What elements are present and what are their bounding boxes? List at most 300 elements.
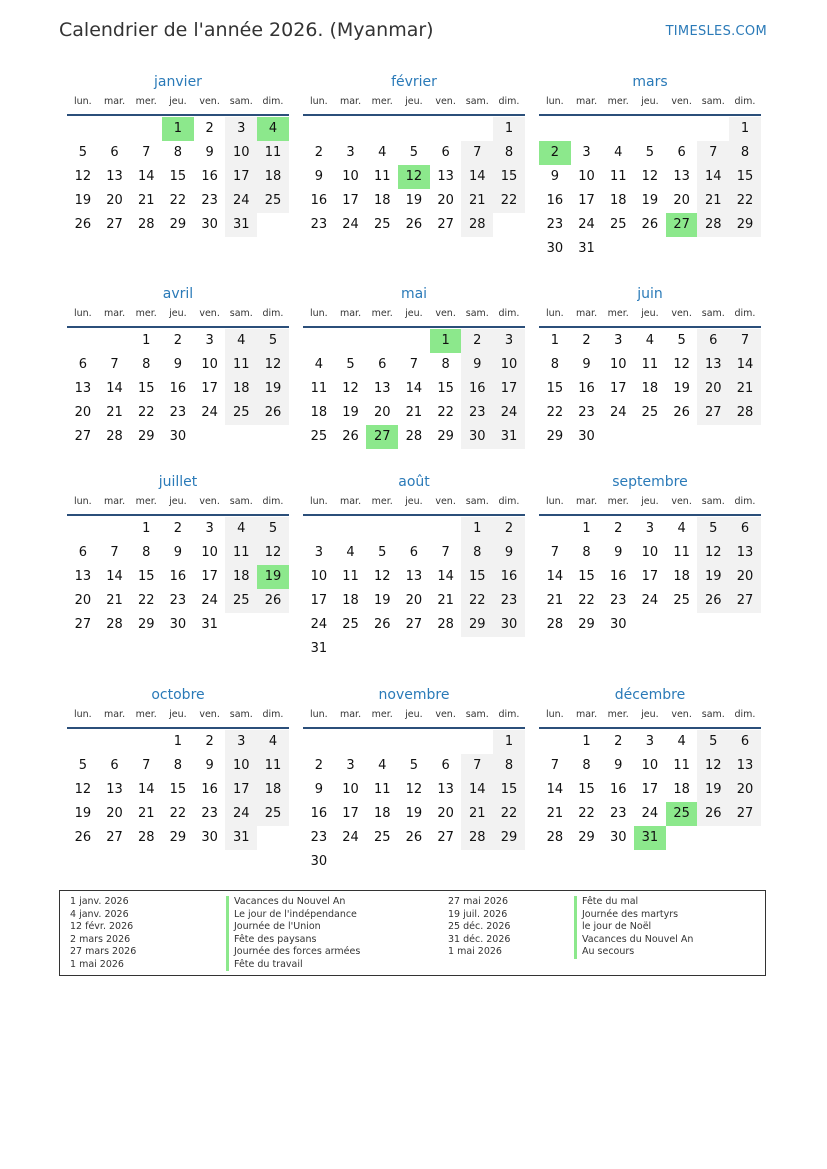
day-cell: 18 — [257, 165, 289, 189]
day-cell: 24 — [225, 802, 257, 826]
month-7 — [67, 472, 289, 637]
weekday-header — [539, 492, 761, 516]
day-cell: 1 — [173, 734, 183, 749]
day-cell: 19 — [673, 381, 690, 396]
weekday-label: lun. — [73, 96, 92, 107]
day-cell: 28 — [729, 401, 761, 425]
weekday-label: jeu. — [169, 96, 187, 107]
legend-date: 2 mars 2026 — [70, 933, 131, 945]
empty-cell — [67, 329, 99, 353]
month-5 — [303, 284, 525, 449]
legend-holiday-name: Journée des forces armées — [234, 946, 361, 957]
day-cell: 25 — [673, 593, 690, 608]
day-cell: 16 — [310, 806, 328, 821]
day-cell: 14 — [106, 569, 123, 584]
day-cell: 13 — [673, 169, 690, 184]
empty-cell — [666, 117, 698, 141]
day-cell: 18 — [673, 782, 690, 797]
day-cell: 18 — [373, 806, 391, 821]
day-cell: 22 — [493, 189, 525, 213]
day-cell: 13 — [74, 569, 92, 584]
day-cell: 22 — [169, 806, 187, 821]
day-cell: 28 — [137, 830, 155, 845]
day-grid — [67, 329, 289, 449]
month-2 — [303, 72, 525, 237]
day-cell: 28 — [405, 429, 423, 444]
day-cell: 28 — [546, 830, 564, 845]
empty-cell — [366, 730, 398, 754]
weekday-label: sam. — [701, 96, 725, 107]
empty-cell — [303, 329, 335, 353]
empty-cell — [99, 329, 131, 353]
day-cell: 20 — [729, 778, 761, 802]
day-cell: 6 — [697, 329, 729, 353]
day-cell: 1 — [461, 517, 493, 541]
weekday-label: ven. — [671, 496, 692, 507]
day-cell: 20 — [697, 377, 729, 401]
weekday-header — [303, 304, 525, 328]
day-cell: 18 — [641, 381, 659, 396]
legend-date: 4 janv. 2026 — [70, 908, 129, 920]
day-cell: 29 — [493, 826, 525, 850]
day-cell: 10 — [578, 169, 595, 184]
day-cell: 29 — [461, 613, 493, 637]
day-cell: 24 — [225, 189, 257, 213]
day-cell: 7 — [550, 758, 559, 773]
day-cell: 15 — [578, 569, 595, 584]
empty-cell — [99, 517, 131, 541]
weekday-label: ven. — [199, 709, 220, 720]
day-cell: 9 — [173, 357, 183, 372]
day-cell: 6 — [110, 145, 119, 160]
day-cell: 12 — [373, 569, 391, 584]
weekday-label: jeu. — [169, 709, 187, 720]
day-cell: 13 — [405, 569, 423, 584]
day-grid — [539, 730, 761, 850]
holiday-legend — [59, 890, 766, 976]
day-cell: 13 — [373, 381, 391, 396]
day-cell: 23 — [546, 217, 564, 232]
weekday-label: sam. — [229, 96, 253, 107]
day-cell: 11 — [257, 141, 289, 165]
day-cell: 19 — [74, 806, 92, 821]
day-cell: 11 — [373, 782, 391, 797]
weekday-label: dim. — [262, 308, 284, 319]
day-cell: 26 — [74, 217, 92, 232]
day-cell: 16 — [578, 381, 595, 396]
day-cell: 17 — [578, 193, 595, 208]
day-cell: 12 — [74, 169, 92, 184]
day-grid — [303, 517, 525, 661]
empty-cell — [335, 730, 367, 754]
weekday-label: mer. — [135, 709, 157, 720]
weekday-label: lun. — [73, 496, 92, 507]
day-cell: 19 — [641, 193, 659, 208]
day-grid — [303, 730, 525, 874]
weekday-label: mer. — [135, 496, 157, 507]
day-cell: 1 — [582, 521, 591, 536]
day-cell: 11 — [673, 758, 690, 773]
day-cell: 1 — [729, 117, 761, 141]
day-cell: 19 — [697, 565, 729, 589]
weekday-label: mar. — [339, 308, 362, 319]
legend-right-dates — [448, 896, 510, 959]
empty-cell — [430, 517, 462, 541]
day-grid — [539, 517, 761, 637]
day-cell: 30 — [609, 617, 627, 632]
day-cell: 20 — [405, 593, 423, 608]
day-cell: 11 — [225, 353, 257, 377]
day-cell: 27 — [106, 217, 123, 232]
weekday-label: mar. — [103, 496, 126, 507]
legend-left-names — [226, 896, 360, 971]
day-cell: 8 — [173, 145, 183, 160]
day-cell: 15 — [546, 381, 564, 396]
day-cell: 7 — [697, 141, 729, 165]
day-cell: 5 — [697, 517, 729, 541]
day-cell: 20 — [106, 193, 123, 208]
day-cell: 23 — [461, 401, 493, 425]
day-cell: 29 — [169, 217, 187, 232]
day-cell: 7 — [110, 357, 119, 372]
day-cell: 3 — [314, 545, 323, 560]
day-cell: 14 — [106, 381, 123, 396]
day-cell: 1 — [493, 730, 525, 754]
day-cell: 25 — [225, 401, 257, 425]
empty-cell — [67, 117, 99, 141]
weekday-header — [539, 304, 761, 328]
day-cell: 27 — [437, 217, 454, 232]
day-cell: 23 — [578, 405, 595, 420]
day-cell: 8 — [582, 758, 591, 773]
day-grid — [67, 117, 289, 237]
legend-date: 1 mai 2026 — [70, 958, 124, 970]
day-cell: 21 — [137, 193, 155, 208]
empty-cell — [539, 117, 571, 141]
day-cell: 18 — [673, 569, 690, 584]
day-cell: 16 — [169, 569, 187, 584]
day-cell: 21 — [729, 377, 761, 401]
day-cell: 19 — [405, 193, 423, 208]
day-cell: 29 — [578, 830, 595, 845]
day-cell: 5 — [697, 730, 729, 754]
day-cell: 20 — [74, 593, 92, 608]
empty-cell — [303, 730, 335, 754]
month-name: août — [398, 474, 430, 490]
weekday-label: mer. — [607, 709, 629, 720]
day-cell: 24 — [493, 401, 525, 425]
day-cell: 31 — [225, 826, 257, 850]
day-cell: 15 — [169, 782, 187, 797]
day-cell: 23 — [169, 593, 187, 608]
legend-date: 1 janv. 2026 — [70, 896, 129, 907]
day-cell: 5 — [346, 357, 355, 372]
day-cell: 12 — [673, 357, 690, 372]
day-cell: 6 — [729, 730, 761, 754]
day-cell: 15 — [137, 569, 155, 584]
day-cell: 2 — [173, 521, 183, 536]
month-name: novembre — [378, 687, 450, 703]
legend-left-dates — [70, 896, 136, 971]
day-cell: 7 — [142, 145, 151, 160]
day-cell: 1 — [493, 117, 525, 141]
day-cell: 9 — [550, 169, 559, 184]
day-cell: 23 — [493, 589, 525, 613]
empty-cell — [398, 117, 430, 141]
weekday-label: dim. — [734, 308, 756, 319]
day-cell: 4 — [614, 145, 623, 160]
day-cell: 17 — [641, 569, 659, 584]
day-cell: 29 — [578, 617, 595, 632]
day-grid — [67, 517, 289, 637]
day-cell: 17 — [201, 569, 218, 584]
day-cell: 7 — [729, 329, 761, 353]
empty-cell — [461, 117, 493, 141]
day-grid — [539, 329, 761, 449]
holiday-day-cell: 12 — [398, 165, 430, 189]
day-cell: 24 — [342, 830, 359, 845]
month-name: décembre — [614, 687, 686, 703]
day-cell: 14 — [546, 569, 564, 584]
day-cell: 13 — [437, 782, 454, 797]
day-cell: 22 — [578, 593, 595, 608]
day-cell: 13 — [437, 169, 454, 184]
day-cell: 3 — [645, 521, 655, 536]
day-cell: 27 — [697, 401, 729, 425]
month-10 — [67, 685, 289, 850]
day-cell: 18 — [257, 778, 289, 802]
weekday-header — [539, 92, 761, 116]
day-cell: 26 — [74, 830, 92, 845]
day-cell: 26 — [405, 830, 423, 845]
empty-cell — [366, 329, 398, 353]
day-cell: 22 — [546, 405, 564, 420]
day-cell: 10 — [609, 357, 627, 372]
day-cell: 2 — [314, 758, 323, 773]
day-cell: 16 — [310, 193, 328, 208]
weekday-label: mar. — [575, 96, 598, 107]
day-cell: 30 — [201, 830, 218, 845]
day-cell: 17 — [201, 381, 218, 396]
weekday-label: dim. — [498, 96, 520, 107]
day-cell: 18 — [310, 405, 328, 420]
empty-cell — [366, 517, 398, 541]
weekday-label: mer. — [607, 308, 629, 319]
day-cell: 15 — [169, 169, 187, 184]
day-cell: 20 — [106, 806, 123, 821]
holiday-day-cell: 27 — [666, 213, 698, 237]
legend-date: 1 mai 2026 — [448, 946, 502, 957]
day-cell: 2 — [493, 517, 525, 541]
day-cell: 20 — [729, 565, 761, 589]
legend-date: 12 févr. 2026 — [70, 921, 134, 932]
weekday-label: mer. — [135, 96, 157, 107]
month-name: septembre — [612, 474, 688, 490]
day-cell: 12 — [697, 541, 729, 565]
day-cell: 8 — [142, 545, 151, 560]
weekday-label: ven. — [435, 496, 456, 507]
day-cell: 7 — [441, 545, 450, 560]
day-cell: 4 — [645, 333, 655, 348]
holiday-day-cell: 1 — [162, 117, 194, 141]
day-cell: 7 — [461, 754, 493, 778]
day-cell: 14 — [697, 165, 729, 189]
day-cell: 9 — [205, 758, 214, 773]
day-cell: 30 — [201, 217, 218, 232]
holiday-day-cell: 2 — [539, 141, 571, 165]
holiday-day-cell: 1 — [430, 329, 462, 353]
legend-holiday-name: Vacances du Nouvel An — [582, 933, 694, 945]
day-cell: 27 — [729, 802, 761, 826]
day-cell: 26 — [342, 429, 359, 444]
day-cell: 24 — [609, 405, 627, 420]
day-cell: 11 — [310, 381, 328, 396]
empty-cell — [398, 730, 430, 754]
weekday-label: mar. — [575, 709, 598, 720]
day-cell: 17 — [225, 778, 257, 802]
day-cell: 11 — [609, 169, 627, 184]
day-cell: 10 — [225, 141, 257, 165]
weekday-label: dim. — [498, 308, 520, 319]
day-cell: 24 — [578, 217, 595, 232]
weekday-label: jeu. — [169, 496, 187, 507]
legend-holiday-name: Journée de l'Union — [234, 921, 321, 932]
day-cell: 5 — [677, 333, 686, 348]
day-cell: 27 — [405, 617, 423, 632]
day-cell: 28 — [461, 826, 493, 850]
day-cell: 16 — [493, 565, 525, 589]
empty-cell — [398, 517, 430, 541]
weekday-label: mer. — [607, 496, 629, 507]
day-cell: 24 — [641, 593, 659, 608]
day-cell: 4 — [314, 357, 323, 372]
day-cell: 2 — [314, 145, 323, 160]
empty-cell — [602, 117, 634, 141]
day-cell: 30 — [169, 429, 187, 444]
day-cell: 27 — [437, 830, 454, 845]
day-cell: 29 — [137, 617, 155, 632]
day-cell: 15 — [437, 381, 454, 396]
day-cell: 9 — [582, 357, 591, 372]
day-cell: 6 — [441, 758, 450, 773]
day-cell: 17 — [342, 193, 359, 208]
day-cell: 23 — [201, 193, 218, 208]
weekday-label: jeu. — [641, 308, 659, 319]
day-cell: 17 — [310, 593, 328, 608]
day-cell: 21 — [697, 189, 729, 213]
day-cell: 22 — [169, 193, 187, 208]
month-name: février — [391, 74, 437, 90]
day-cell: 3 — [645, 734, 655, 749]
day-cell: 14 — [546, 782, 564, 797]
weekday-label: sam. — [465, 496, 489, 507]
day-cell: 24 — [201, 593, 218, 608]
day-cell: 30 — [461, 425, 493, 449]
day-cell: 11 — [257, 754, 289, 778]
empty-cell — [335, 329, 367, 353]
day-cell: 22 — [493, 802, 525, 826]
weekday-label: sam. — [701, 308, 725, 319]
weekday-label: dim. — [498, 709, 520, 720]
day-cell: 13 — [697, 353, 729, 377]
day-cell: 28 — [137, 217, 155, 232]
day-cell: 1 — [550, 333, 559, 348]
day-cell: 30 — [169, 617, 187, 632]
day-cell: 10 — [342, 782, 359, 797]
day-cell: 4 — [225, 517, 257, 541]
day-cell: 27 — [729, 589, 761, 613]
day-cell: 28 — [106, 617, 123, 632]
weekday-label: sam. — [229, 496, 253, 507]
day-cell: 4 — [378, 758, 387, 773]
day-cell: 25 — [342, 617, 359, 632]
day-cell: 1 — [582, 734, 591, 749]
weekday-header — [67, 304, 289, 328]
day-cell: 5 — [378, 545, 387, 560]
weekday-label: lun. — [309, 308, 328, 319]
day-cell: 2 — [582, 333, 591, 348]
day-cell: 31 — [493, 425, 525, 449]
weekday-label: jeu. — [405, 308, 423, 319]
weekday-label: mar. — [103, 308, 126, 319]
weekday-label: ven. — [671, 308, 692, 319]
empty-cell — [67, 517, 99, 541]
day-cell: 2 — [205, 734, 214, 749]
day-cell: 11 — [641, 357, 659, 372]
day-cell: 17 — [641, 782, 659, 797]
weekday-label: ven. — [671, 96, 692, 107]
day-cell: 5 — [257, 517, 289, 541]
weekday-label: jeu. — [405, 96, 423, 107]
day-cell: 21 — [405, 405, 423, 420]
day-cell: 6 — [110, 758, 119, 773]
day-cell: 23 — [169, 405, 187, 420]
weekday-label: mar. — [575, 308, 598, 319]
day-grid — [303, 117, 525, 237]
day-cell: 19 — [257, 377, 289, 401]
day-cell: 18 — [225, 377, 257, 401]
day-cell: 2 — [614, 734, 623, 749]
day-cell: 9 — [205, 145, 214, 160]
day-cell: 13 — [74, 381, 92, 396]
legend-holiday-name: Fête des paysans — [234, 933, 317, 945]
day-cell: 12 — [641, 169, 659, 184]
empty-cell — [99, 730, 131, 754]
weekday-label: mar. — [339, 96, 362, 107]
day-cell: 15 — [729, 165, 761, 189]
day-cell: 8 — [493, 141, 525, 165]
day-cell: 9 — [614, 758, 623, 773]
weekday-label: ven. — [199, 96, 220, 107]
weekday-label: lun. — [545, 96, 564, 107]
weekday-label: dim. — [498, 496, 520, 507]
day-cell: 31 — [578, 241, 595, 256]
empty-cell — [335, 517, 367, 541]
weekday-label: lun. — [309, 96, 328, 107]
day-cell: 13 — [729, 754, 761, 778]
empty-cell — [303, 517, 335, 541]
month-3 — [539, 72, 761, 261]
weekday-header — [303, 705, 525, 729]
day-cell: 25 — [225, 589, 257, 613]
site-link[interactable]: TIMESLES.COM — [665, 24, 767, 39]
weekday-label: mer. — [371, 496, 393, 507]
day-cell: 9 — [314, 782, 323, 797]
day-cell: 12 — [257, 353, 289, 377]
empty-cell — [335, 117, 367, 141]
weekday-label: lun. — [73, 709, 92, 720]
day-cell: 27 — [74, 617, 92, 632]
